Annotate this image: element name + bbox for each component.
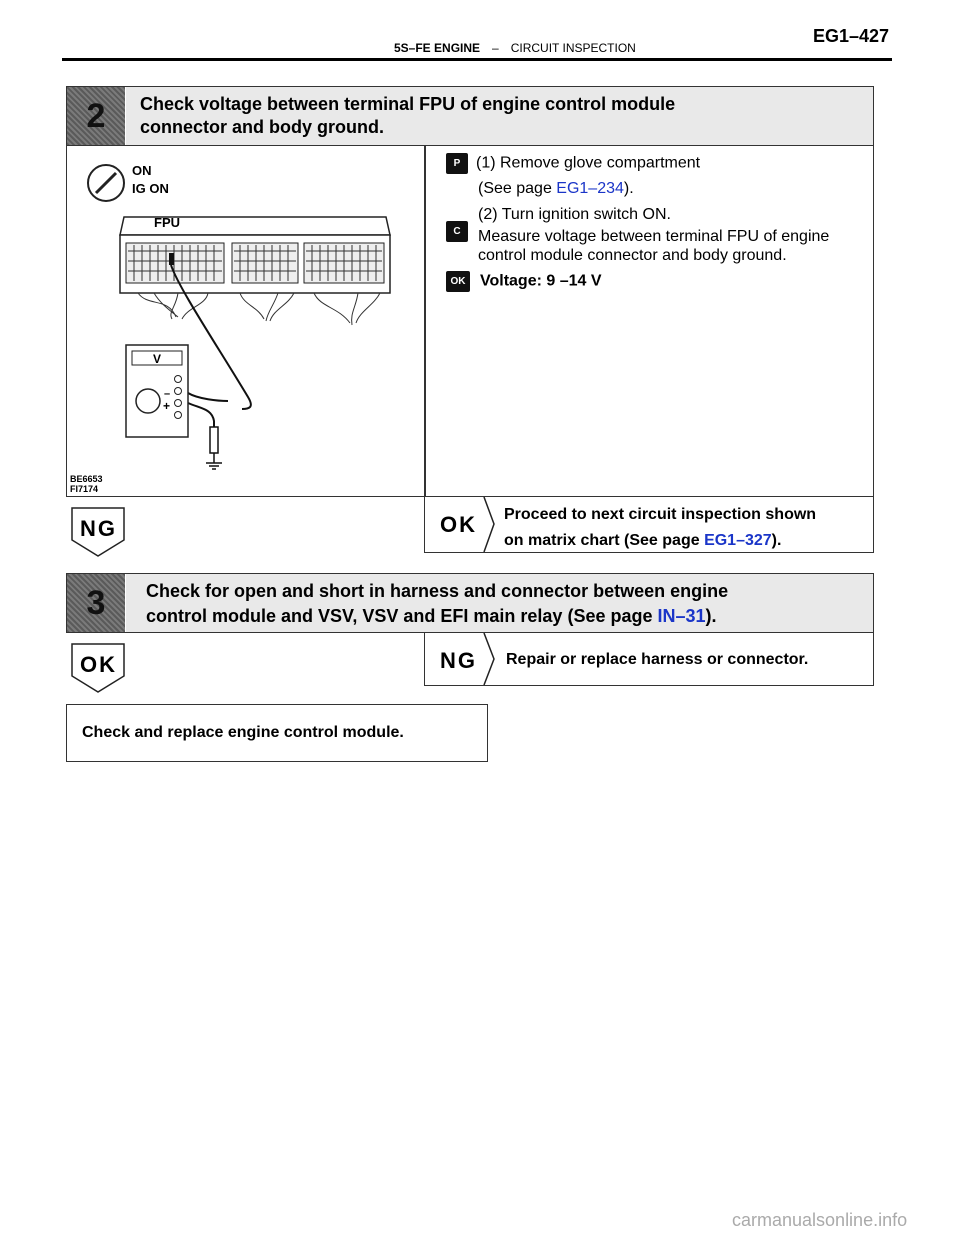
step3-title bbox=[126, 574, 873, 632]
step3-title-line2 bbox=[146, 604, 873, 629]
see-page-prefix: (See page bbox=[478, 180, 557, 197]
footer-watermark: carmanualsonline.info bbox=[732, 1210, 908, 1230]
terminal-label-fpu: FPU bbox=[154, 215, 180, 230]
instr-check-row bbox=[446, 227, 866, 265]
wire-harness bbox=[138, 293, 380, 325]
step3-title-line1: Check for open and short in harness and connector between engine bbox=[146, 581, 729, 601]
ok-chevron-step2 bbox=[482, 497, 498, 552]
prepare-tag: P bbox=[446, 153, 468, 174]
step3-title-prefix: control module and VSV, VSV and EFI main relay (See page bbox=[146, 606, 658, 626]
ground-icon bbox=[206, 453, 222, 469]
ok-text-suffix: ). bbox=[771, 532, 782, 549]
ok-text-line2 bbox=[504, 528, 864, 554]
instr-prepare-row bbox=[446, 153, 866, 179]
see-page-suffix: ). bbox=[623, 180, 634, 197]
measure-line1: Measure voltage between terminal FPU of engine bbox=[478, 228, 830, 245]
link-eg1-327[interactable]: EG1–327 bbox=[704, 532, 772, 549]
ecm-voltage-figure bbox=[68, 147, 422, 495]
instr-ok-row bbox=[446, 271, 866, 292]
step2-badge: 2 bbox=[67, 87, 125, 145]
instr-remove-glove: (1) Remove glove compartment bbox=[476, 154, 701, 172]
ok-tag: OK bbox=[446, 271, 470, 292]
page-header-left bbox=[394, 41, 636, 55]
instr-turn-ignition: (2) Turn ignition switch ON. bbox=[478, 206, 671, 223]
meter-minus: – bbox=[164, 388, 171, 400]
ng-chevron-step3 bbox=[482, 633, 498, 685]
ng-label-step2: NG bbox=[80, 516, 117, 541]
link-eg1-234[interactable]: EG1–234 bbox=[556, 180, 624, 197]
ok-result-text-step2 bbox=[504, 502, 864, 554]
instr-see-page-row bbox=[446, 179, 866, 205]
switch-label-ig-on: IG ON bbox=[132, 181, 169, 196]
ok-text-prefix: on matrix chart (See page bbox=[504, 532, 705, 549]
check-tag: C bbox=[446, 221, 468, 242]
header-dash: – bbox=[492, 41, 499, 55]
ng-label-step3: NG bbox=[440, 648, 477, 673]
final-action-text: Check and replace engine control module. bbox=[82, 724, 404, 741]
ignition-switch-icon bbox=[88, 165, 124, 201]
page-code: EG1–427 bbox=[813, 26, 890, 46]
step3-title-suffix: ). bbox=[705, 606, 717, 626]
voltage-spec: Voltage: 9 –14 V bbox=[480, 272, 602, 290]
step2-instructions bbox=[446, 153, 866, 292]
meter-plus: + bbox=[163, 399, 171, 413]
step2-title-line1: Check voltage between terminal FPU of engine control module bbox=[140, 94, 676, 114]
ok-text-line1: Proceed to next circuit inspection shown bbox=[504, 506, 817, 523]
section-title: 5S–FE ENGINE bbox=[394, 41, 481, 55]
ng-result-text-step3: Repair or replace harness or connector. bbox=[506, 651, 809, 668]
ok-label-step3: OK bbox=[80, 652, 117, 677]
figure-code-2: FI7174 bbox=[70, 484, 99, 494]
measure-line2: control module connector and body ground. bbox=[478, 247, 787, 264]
header-rule bbox=[62, 58, 892, 61]
subsection-title: CIRCUIT INSPECTION bbox=[510, 41, 636, 55]
meter-label-v: V bbox=[153, 352, 162, 366]
ok-label-step2: OK bbox=[440, 512, 477, 537]
figure-code-1: BE6653 bbox=[70, 474, 103, 484]
link-in-31[interactable]: IN–31 bbox=[657, 606, 706, 626]
switch-label-on: ON bbox=[132, 163, 152, 178]
step3-badge: 3 bbox=[67, 574, 125, 632]
step2-divider bbox=[424, 145, 426, 497]
step2-title bbox=[126, 87, 873, 145]
step2-title-line2: connector and body ground. bbox=[140, 117, 384, 137]
